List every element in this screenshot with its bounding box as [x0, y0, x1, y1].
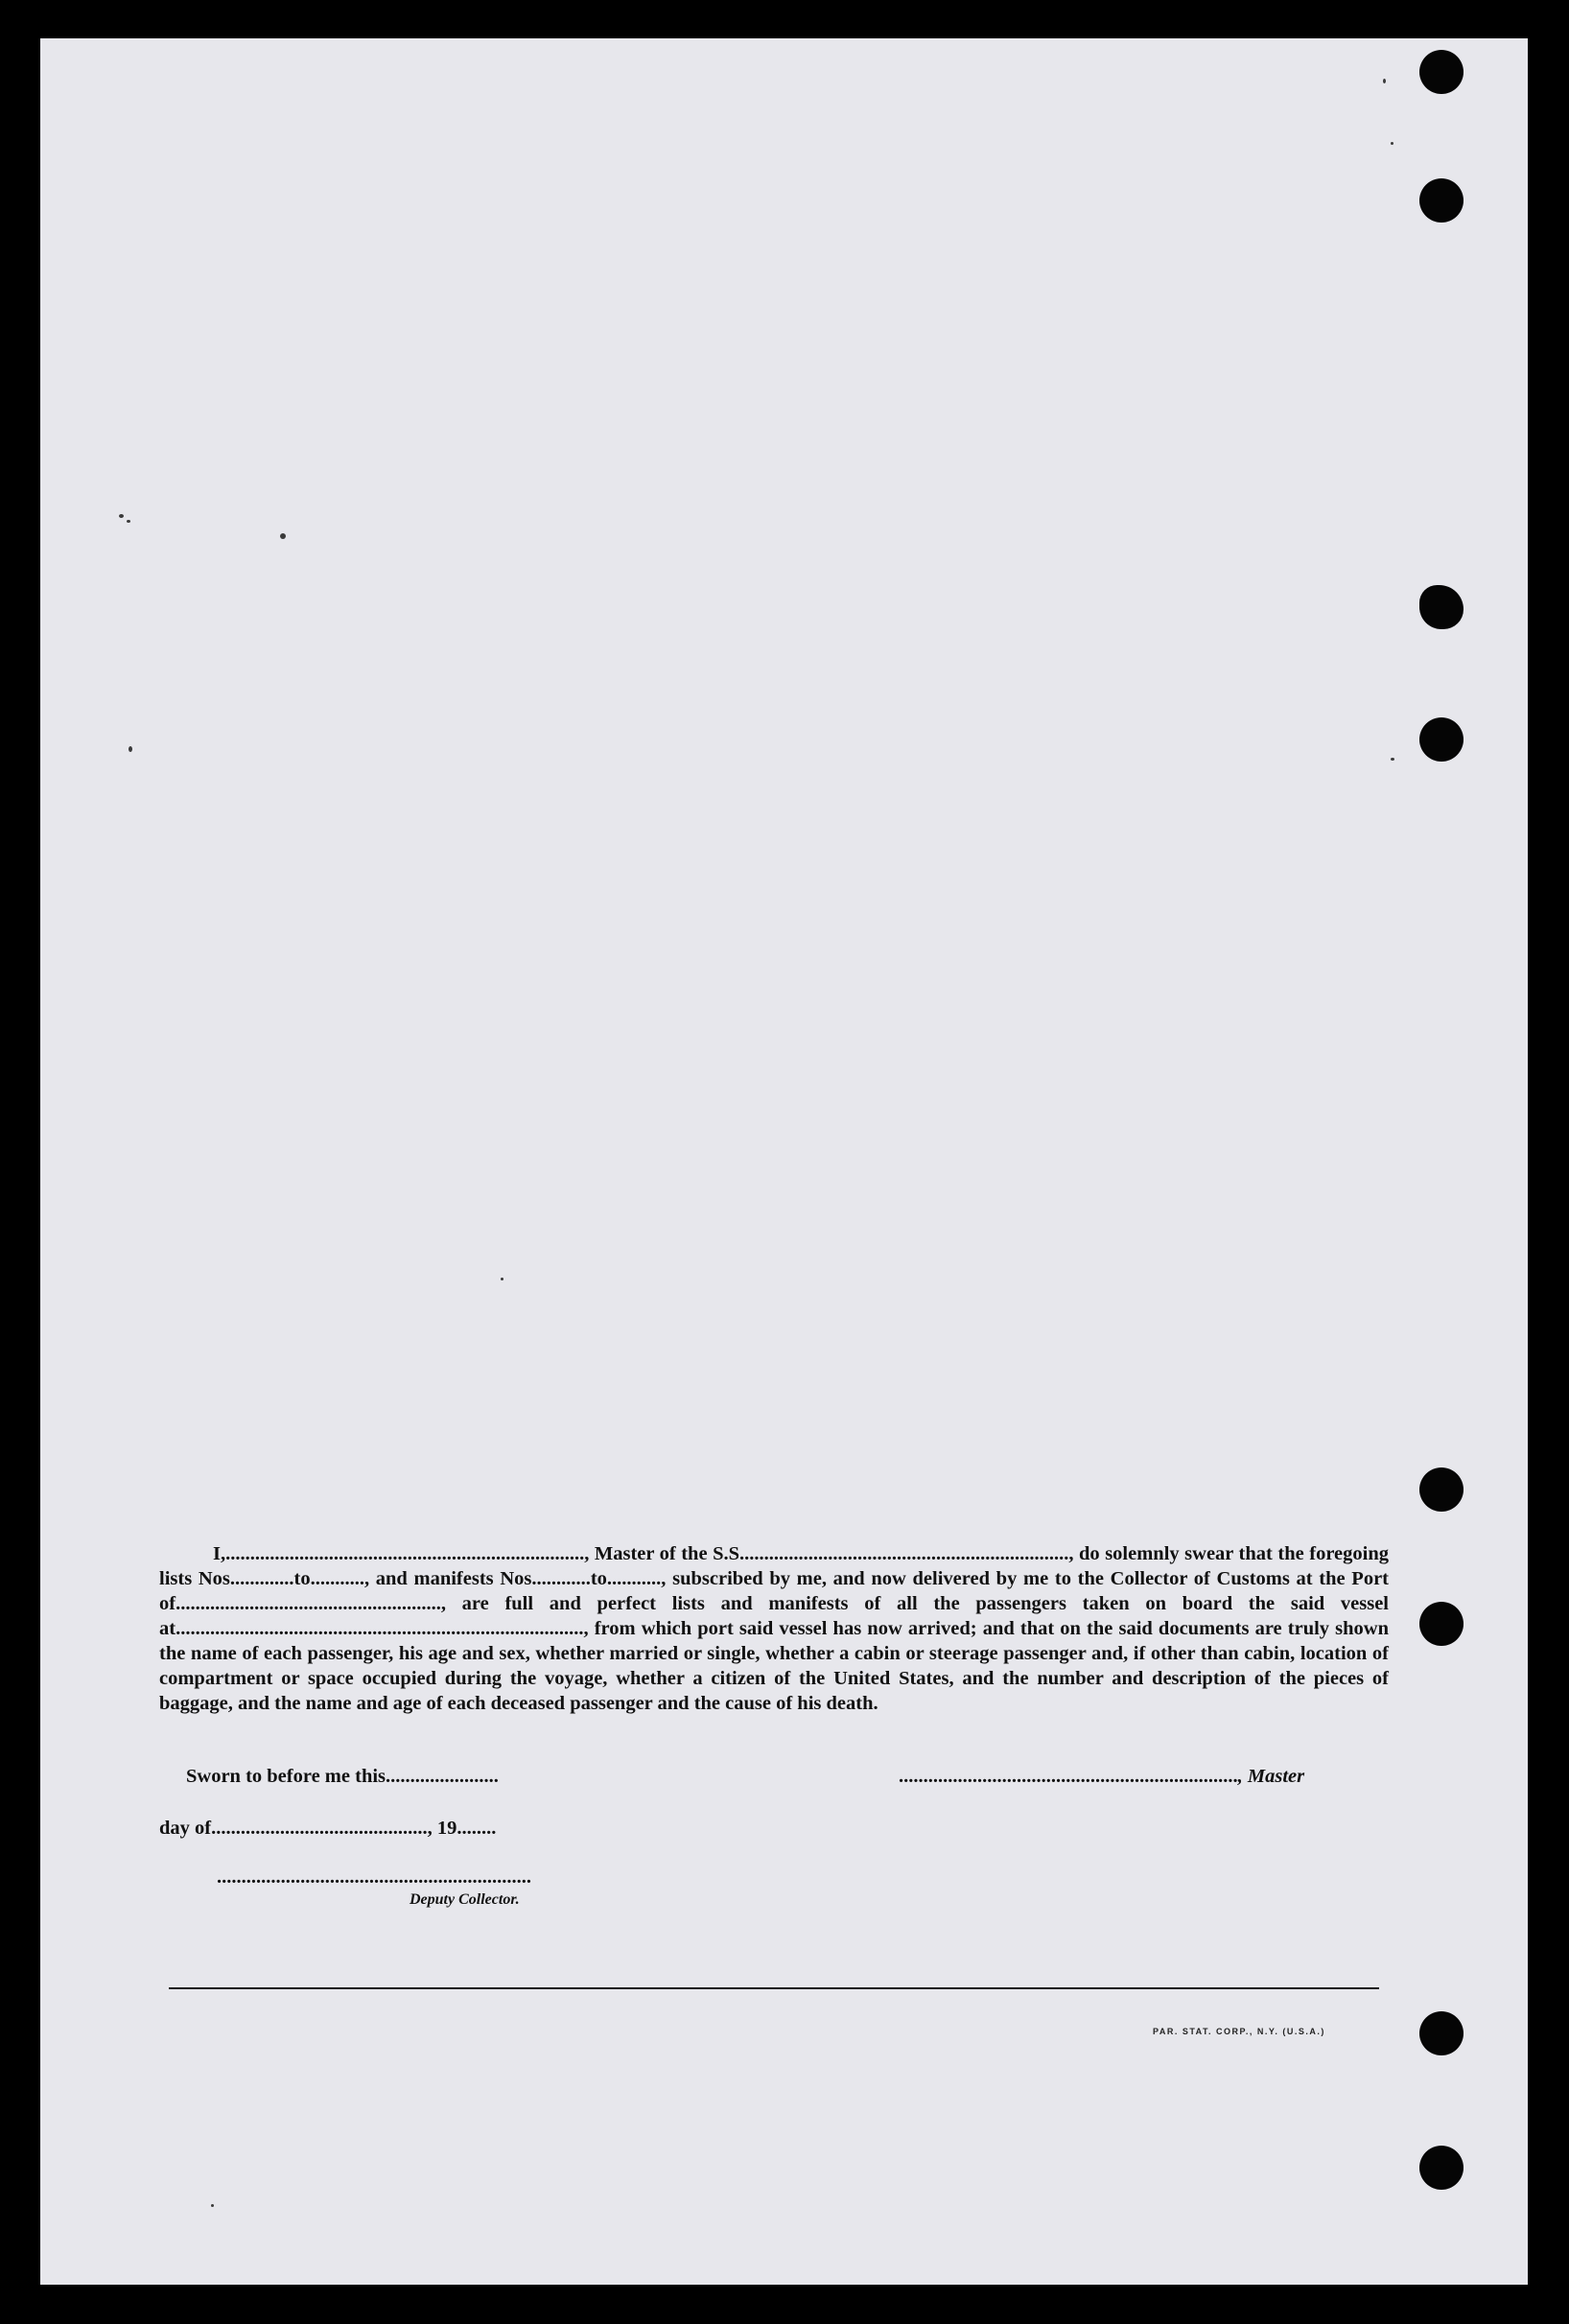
scan-speck	[1391, 758, 1394, 761]
scan-speck	[1383, 79, 1386, 83]
printer-imprint: PAR. STAT. CORP., N.Y. (U.S.A.)	[1153, 2027, 1325, 2036]
sworn-label: Sworn to before me this.......................	[186, 1766, 499, 1787]
oath-paragraph: I,........................................................................., Master of the S.S..................................................................., do solemnly swear that the foregoing lists Nos.............to..........., and manifests Nos............to..........., subscribed by me, and now delivered by me to the Collector of Customs at the Port of......................................................, are full and perfect lists and manifests of all the passengers taken on board the said vessel at..................................................................................., from which port said vessel has now arrived; and that on the said documents are truly shown the name of each passenger, his age and sex, whether married or single, whether a cabin or steerage passenger and, if other than cabin, location of compartment or space occupied during the voyage, whether a citizen of the United States, and the number and description of the pieces of baggage, and the name and age of each deceased passenger and the cause of his death.	[159, 1543, 1389, 1714]
binder-hole-icon	[1419, 178, 1464, 223]
deputy-signature-line: ................................................................	[217, 1866, 531, 1888]
scan-speck	[127, 520, 130, 523]
scan-speck	[501, 1278, 503, 1280]
binder-hole-icon	[1419, 2011, 1464, 2055]
form-page	[40, 38, 1528, 2285]
scan-speck	[280, 533, 286, 539]
binder-hole-icon	[1419, 1467, 1464, 1512]
binder-hole-icon	[1419, 50, 1464, 94]
scan-speck	[1391, 142, 1393, 145]
binder-hole-icon	[1419, 2146, 1464, 2190]
master-signature-block	[899, 1766, 1304, 1788]
scan-speck	[211, 2204, 214, 2207]
master-label: , Master	[1237, 1766, 1305, 1787]
scan-speck	[129, 746, 132, 752]
footer-rule	[169, 1987, 1379, 1989]
master-signature-line: .....................................................................	[899, 1766, 1238, 1787]
date-line: day of............................................, 19........	[159, 1818, 497, 1839]
deputy-collector-label: Deputy Collector.	[410, 1891, 520, 1908]
binder-hole-icon	[1419, 1602, 1464, 1646]
scan-speck	[119, 514, 124, 518]
binder-hole-icon	[1419, 585, 1464, 629]
binder-hole-icon	[1419, 717, 1464, 762]
